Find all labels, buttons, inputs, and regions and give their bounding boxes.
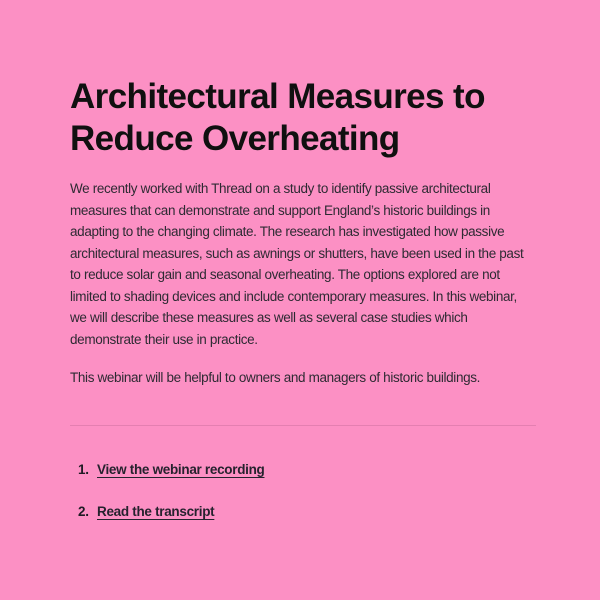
list-number-2: 2. bbox=[78, 504, 89, 519]
transcript-link[interactable]: Read the transcript bbox=[97, 504, 215, 519]
section-divider bbox=[70, 425, 536, 426]
list-number-1: 1. bbox=[78, 461, 89, 477]
audience-paragraph: This webinar will be helpful to owners and managers of historic buildings. bbox=[70, 370, 481, 385]
resource-list bbox=[70, 459, 536, 523]
list-item-recording bbox=[78, 459, 536, 481]
page-title-line-1: Architectural Measures to bbox=[70, 77, 485, 116]
content-column bbox=[70, 76, 536, 523]
page-title bbox=[70, 76, 536, 160]
page-title-line-2: Reduce Overheating bbox=[70, 119, 400, 158]
intro-paragraph: We recently worked with Thread on a study to identify passive architectural measures that can demonstrate and support England’s historic buildings in adapting to the changing climate. The research has investigated how passive architectural measures, such as awnings or shutters, have been used in the past to reduce solar gain and seasonal overheating. The options explored are not limited to shading devices and include contemporary measures. In this webinar, we will describe these measures as well as several case studies which demonstrate their use in practice. bbox=[70, 181, 524, 347]
webinar-recording-link[interactable]: View the webinar recording bbox=[97, 461, 265, 477]
list-item-transcript bbox=[78, 501, 536, 523]
